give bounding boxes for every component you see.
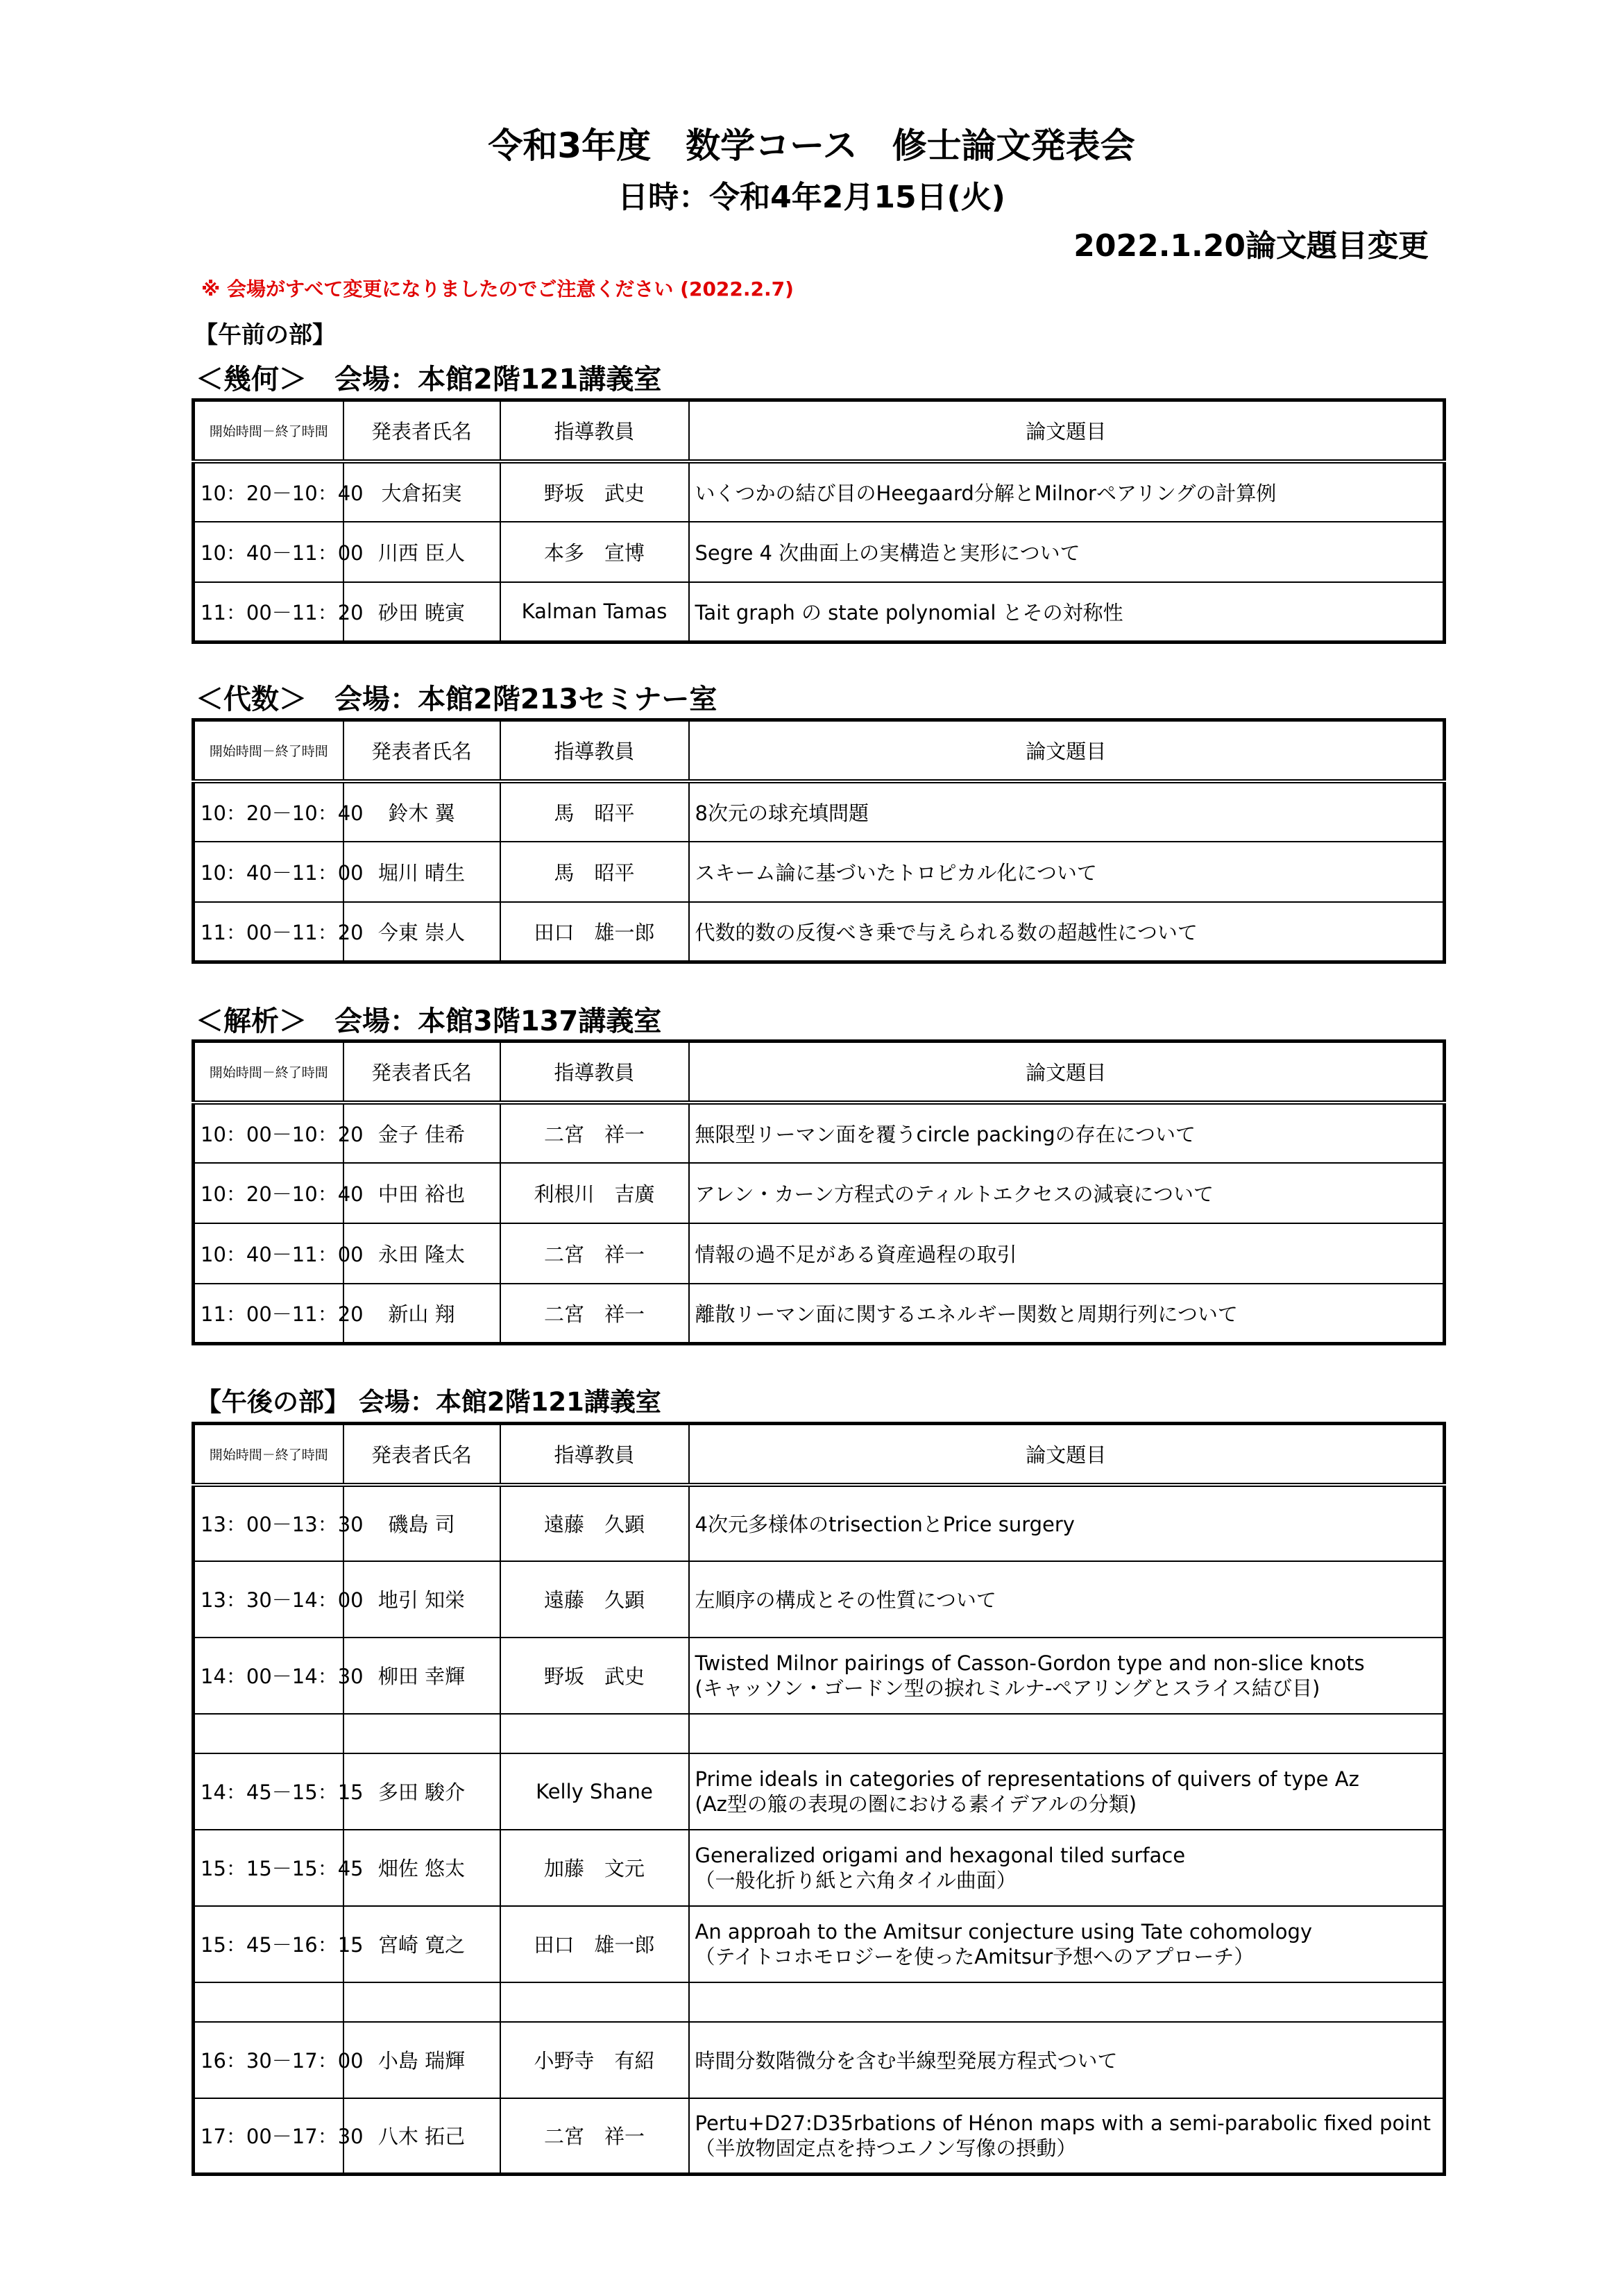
thesis-title-ja: （一般化折り紙と六角タイル曲面） [695,1868,1017,1892]
table-header-row [194,1041,1445,1103]
thesis-title-cell [689,1982,1445,2022]
presenter-cell: 宮崎 寛之 [343,1906,500,1982]
header-title: 論文題目 [689,400,1445,461]
advisor-cell: 利根川 吉廣 [500,1163,689,1223]
advisor-cell: 二宮 祥一 [500,1223,689,1284]
presenter-cell: 地引 知栄 [343,1561,500,1638]
advisor-cell: Kalman Tamas [500,582,689,643]
advisor-cell: 野坂 武史 [500,461,689,522]
table-row [194,461,1445,522]
header-time: 開始時間－終了時間 [194,1424,343,1485]
time-cell: 13：00－13：30 [194,1485,343,1561]
thesis-title-en: Prime ideals in categories of representations of quivers of type Az [695,1767,1359,1791]
thesis-title-ja: （テイトコホモロジーを使ったAmitsur予想へのアプローチ） [695,1944,1255,1968]
section-heading-algebra: ＜代数＞ 会場：本館2階213セミナー室 [196,683,717,715]
header-title: 論文題目 [689,1424,1445,1485]
header-advisor: 指導教員 [500,400,689,461]
presenter-cell: 柳田 幸輝 [343,1638,500,1714]
advisor-cell [500,1982,689,2022]
header-title: 論文題目 [689,1041,1445,1103]
venue-change-notice: ※ 会場がすべて変更になりましたのでご注意ください (2022.2.7) [201,278,794,300]
table-row [194,1485,1445,1561]
table-row [194,1638,1445,1714]
presenter-cell [343,1714,500,1753]
table-row [194,1906,1445,1982]
morning-session-label: 【午前の部】 [194,321,336,349]
time-cell: 17：00－17：30 [194,2098,343,2175]
time-cell: 10：20－10：40 [194,1163,343,1223]
advisor-cell: 二宮 祥一 [500,1284,689,1344]
table-row [194,1163,1445,1223]
table-header-row [194,720,1445,781]
advisor-cell: 二宮 祥一 [500,2098,689,2175]
header-advisor: 指導教員 [500,1041,689,1103]
thesis-title-cell: Tait graph の state polynomial とその対称性 [689,582,1445,643]
advisor-cell: 田口 雄一郎 [500,1906,689,1982]
presenter-cell: 大倉拓実 [343,461,500,522]
schedule-table-algebra [192,718,1446,964]
advisor-cell: 遠藤 久顕 [500,1561,689,1638]
thesis-title-cell: 無限型リーマン面を覆うcircle packingの存在について [689,1103,1445,1163]
title-change-note: 2022.1.20論文題目変更 [1073,228,1429,264]
presenter-cell: 八木 拓己 [343,2098,500,2175]
table-row [194,1561,1445,1638]
header-title: 論文題目 [689,720,1445,781]
presenter-cell: 中田 裕也 [343,1163,500,1223]
thesis-title-cell [689,1753,1445,1830]
presenter-cell: 永田 隆太 [343,1223,500,1284]
page-title: 令和3年度 数学コース 修士論文発表会 [488,126,1135,166]
advisor-cell: 馬 昭平 [500,842,689,902]
presenter-cell: 多田 駿介 [343,1753,500,1830]
time-cell: 11：00－11：20 [194,1284,343,1344]
section-heading-afternoon: 【午後の部】 会場：本館2階121講義室 [196,1387,661,1417]
thesis-title-cell: 8次元の球充填問題 [689,781,1445,842]
advisor-cell: 遠藤 久顕 [500,1485,689,1561]
table-row [194,2022,1445,2098]
thesis-title-cell [689,1830,1445,1906]
table-header-row [194,400,1445,461]
time-cell: 11：00－11：20 [194,582,343,643]
table-row [194,1223,1445,1284]
header-advisor: 指導教員 [500,1424,689,1485]
thesis-title-cell: Segre 4 次曲面上の実構造と実形について [689,522,1445,582]
time-cell: 10：40－11：00 [194,1223,343,1284]
advisor-cell [500,1714,689,1753]
table-row [194,522,1445,582]
thesis-title-ja: (キャッソン・ゴードン型の捩れミルナ-ペアリングとスライス結び目) [695,1676,1320,1700]
advisor-cell: 野坂 武史 [500,1638,689,1714]
header-name: 発表者氏名 [343,1041,500,1103]
thesis-title-cell: 時間分数階微分を含む半線型発展方程式ついて [689,2022,1445,2098]
thesis-title-cell: 離散リーマン面に関するエネルギー関数と周期行列について [689,1284,1445,1344]
advisor-cell: Kelly Shane [500,1753,689,1830]
table-row [194,781,1445,842]
presenter-cell: 鈴木 翼 [343,781,500,842]
table-row [194,1103,1445,1163]
time-cell: 15：45－16：15 [194,1906,343,1982]
event-date: 日時：令和4年2月15日(火) [618,180,1005,215]
thesis-title-cell [689,1638,1445,1714]
thesis-title-en: Generalized origami and hexagonal tiled surface [695,1843,1186,1867]
thesis-title-cell [689,1906,1445,1982]
thesis-title-cell: いくつかの結び目のHeegaard分解とMilnorペアリングの計算例 [689,461,1445,522]
advisor-cell: 馬 昭平 [500,781,689,842]
thesis-title-cell: 情報の過不足がある資産過程の取引 [689,1223,1445,1284]
table-row [194,1830,1445,1906]
time-cell [194,1714,343,1753]
thesis-title-cell [689,1714,1445,1753]
header-time: 開始時間－終了時間 [194,720,343,781]
header-time: 開始時間－終了時間 [194,400,343,461]
presenter-cell: 畑佐 悠太 [343,1830,500,1906]
section-heading-analysis: ＜解析＞ 会場：本館3階137講義室 [196,1005,662,1037]
time-cell: 10：20－10：40 [194,781,343,842]
presenter-cell: 川西 臣人 [343,522,500,582]
schedule-table-geometry [192,398,1446,644]
header-advisor: 指導教員 [500,720,689,781]
time-cell: 13：30－14：00 [194,1561,343,1638]
advisor-cell: 本多 宣博 [500,522,689,582]
presenter-cell: 今東 崇人 [343,902,500,962]
table-row [194,842,1445,902]
table-header-row [194,1424,1445,1485]
table-row [194,1284,1445,1344]
presenter-cell: 金子 佳希 [343,1103,500,1163]
thesis-title-ja: (Az型の箙の表現の圏における素イデアルの分類) [695,1792,1137,1816]
schedule-table-afternoon [192,1422,1446,2176]
presenter-cell: 小島 瑞輝 [343,2022,500,2098]
thesis-title-cell: スキーム論に基づいたトロピカル化について [689,842,1445,902]
time-cell: 10：00－10：20 [194,1103,343,1163]
table-row [194,2098,1445,2175]
thesis-title-cell: 代数的数の反復べき乗で与えられる数の超越性について [689,902,1445,962]
time-cell: 10：40－11：00 [194,842,343,902]
advisor-cell: 小野寺 有紹 [500,2022,689,2098]
header-name: 発表者氏名 [343,400,500,461]
thesis-title-en: An approah to the Amitsur conjecture using Tate cohomology [695,1919,1313,1944]
table-row [194,582,1445,643]
time-cell: 14：45－15：15 [194,1753,343,1830]
time-cell: 14：00－14：30 [194,1638,343,1714]
time-cell: 10：20－10：40 [194,461,343,522]
advisor-cell: 二宮 祥一 [500,1103,689,1163]
thesis-title-cell: 4次元多様体のtrisectionとPrice surgery [689,1485,1445,1561]
time-cell: 16：30－17：00 [194,2022,343,2098]
header-name: 発表者氏名 [343,720,500,781]
thesis-title-cell: 左順序の構成とその性質について [689,1561,1445,1638]
time-cell [194,1982,343,2022]
advisor-cell: 加藤 文元 [500,1830,689,1906]
table-row [194,1753,1445,1830]
table-row [194,902,1445,962]
schedule-table-analysis [192,1039,1446,1345]
presenter-cell [343,1982,500,2022]
time-cell: 10：40－11：00 [194,522,343,582]
header-time: 開始時間－終了時間 [194,1041,343,1103]
break-row [194,1982,1445,2022]
advisor-cell: 田口 雄一郎 [500,902,689,962]
presenter-cell: 新山 翔 [343,1284,500,1344]
thesis-title-ja: （半放物固定点を持つエノン写像の摂動） [695,2136,1077,2160]
break-row [194,1714,1445,1753]
thesis-title-cell [689,2098,1445,2175]
time-cell: 15：15－15：45 [194,1830,343,1906]
thesis-title-cell: アレン・カーン方程式のティルトエクセスの減衰について [689,1163,1445,1223]
header-name: 発表者氏名 [343,1424,500,1485]
presenter-cell: 砂田 暁寅 [343,582,500,643]
presenter-cell: 堀川 晴生 [343,842,500,902]
thesis-title-en: Pertu+D27:D35rbations of Hénon maps with a semi-parabolic fixed point [695,2111,1431,2135]
section-heading-geometry: ＜幾何＞ 会場：本館2階121講義室 [196,364,662,396]
presenter-cell: 磯島 司 [343,1485,500,1561]
time-cell: 11：00－11：20 [194,902,343,962]
thesis-title-en: Twisted Milnor pairings of Casson-Gordon type and non-slice knots [695,1651,1365,1675]
